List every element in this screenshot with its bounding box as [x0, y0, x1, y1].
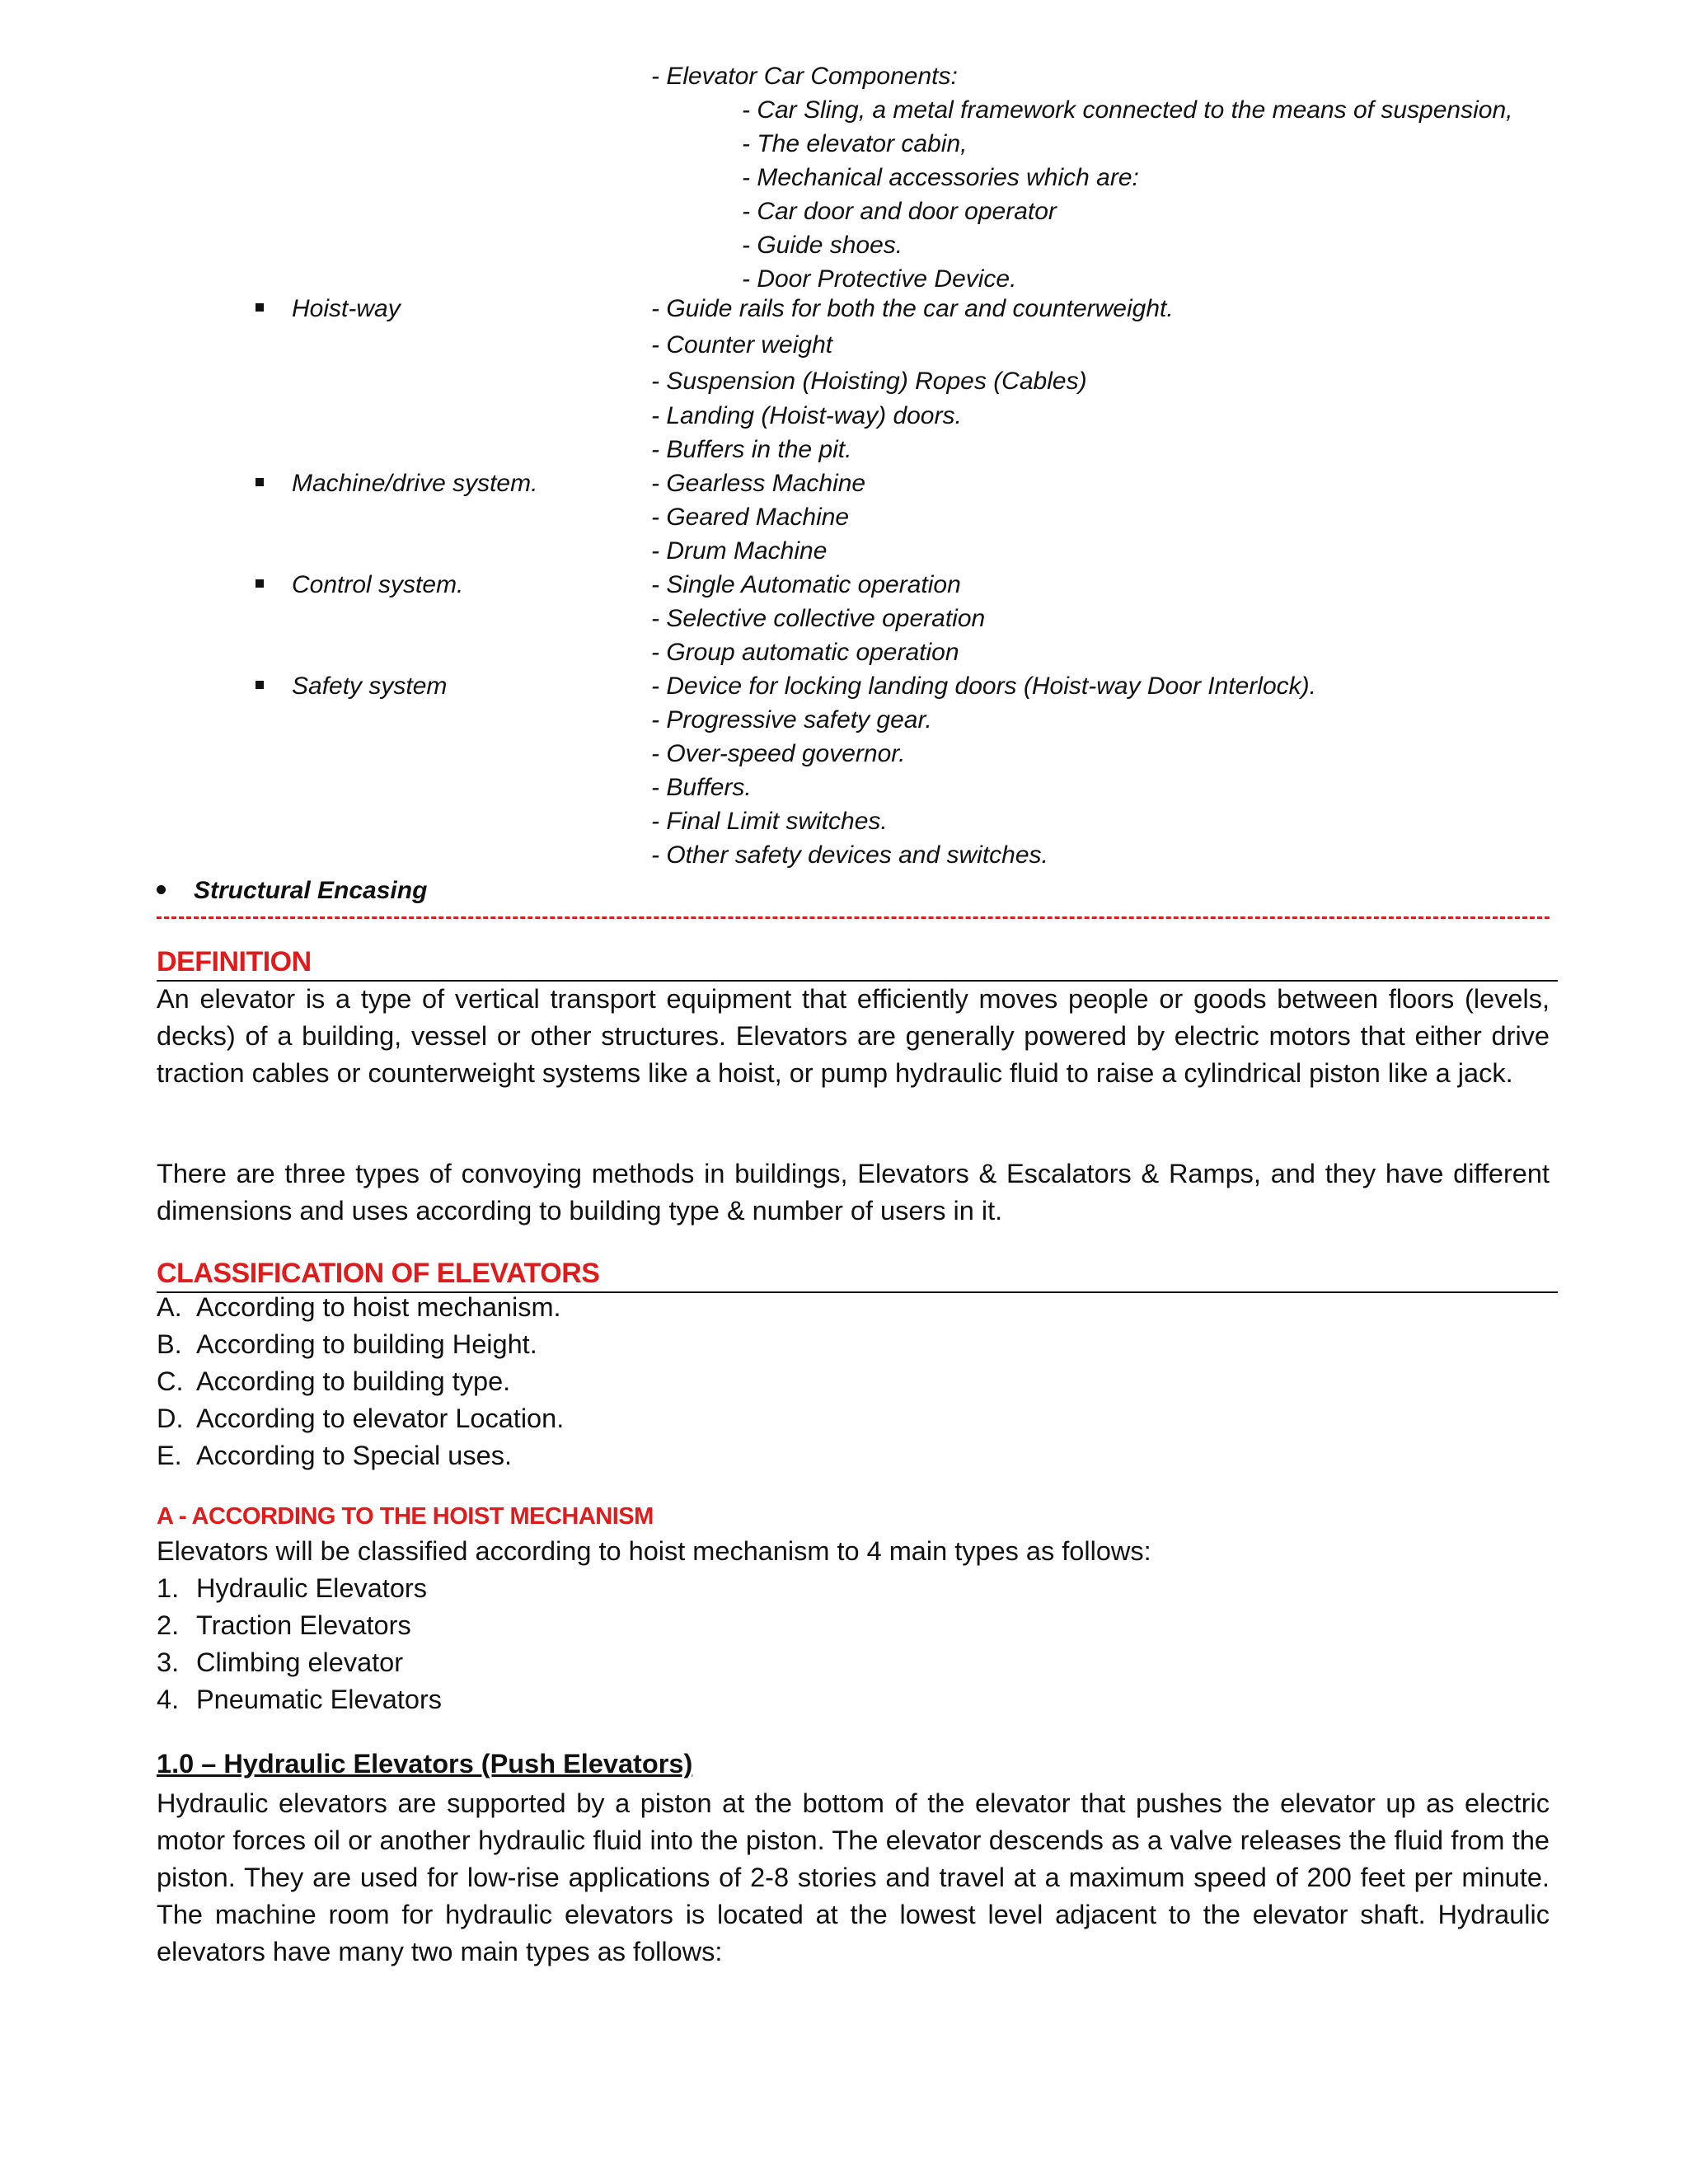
- hoist-type-item: 2. Traction Elevators: [157, 1610, 411, 1640]
- car-component-item: - Mechanical accessories which are:: [742, 164, 1139, 191]
- system-item: - Single Automatic operation: [651, 571, 961, 598]
- hoist-type-item: 4. Pneumatic Elevators: [157, 1685, 443, 1714]
- hoist-mechanism-heading: A - ACCORDING TO THE HOIST MECHANISM: [157, 1503, 654, 1530]
- definition-paragraph: An elevator is a type of vertical transport equipment that efficiently moves people or goods between floors (levels, decks) of a building, vessel or other structures. Elevators are generally powered by electric motors that either drive traction cables or counterweight systems like a hoist, or pump hydraulic fluid to raise a cylindrical piston like a jack.: [157, 984, 1550, 1088]
- square-bullet-icon: [256, 681, 264, 689]
- system-label-hoist-way: Hoist-way: [256, 295, 401, 323]
- hoist-intro: Elevators will be classified according to hoist mechanism to 4 main types as follows:: [157, 1536, 1151, 1566]
- car-component-item: - Car door and door operator: [742, 198, 1057, 225]
- system-item: - Landing (Hoist-way) doors.: [651, 402, 962, 429]
- classification-heading: CLASSIFICATION OF ELEVATORS: [157, 1258, 1558, 1293]
- system-item: - Final Limit switches.: [651, 808, 888, 835]
- square-bullet-icon: [256, 478, 264, 486]
- classification-item: D. According to elevator Location.: [157, 1404, 565, 1433]
- system-label-safety: Safety system: [256, 673, 447, 701]
- system-item: - Geared Machine: [651, 504, 850, 531]
- system-item: - Device for locking landing doors (Hoist-way Door Interlock).: [651, 673, 1316, 700]
- classification-item: E. According to Special uses.: [157, 1441, 512, 1470]
- classification-item: B. According to building Height.: [157, 1329, 537, 1359]
- system-item: - Counter weight: [651, 331, 833, 359]
- car-component-item: - Car Sling, a metal framework connected to the means of suspension,: [742, 96, 1513, 124]
- hoist-type-item: 1. Hydraulic Elevators: [157, 1573, 427, 1603]
- hoist-type-item: 3. Climbing elevator: [157, 1647, 404, 1677]
- system-item: - Over-speed governor.: [651, 740, 906, 767]
- car-component-item: - Door Protective Device.: [742, 265, 1017, 293]
- hydraulic-elevators-heading: 1.0 – Hydraulic Elevators (Push Elevators): [157, 1749, 693, 1779]
- car-component-item: - Guide shoes.: [742, 232, 903, 259]
- system-label-control: Control system.: [256, 571, 463, 599]
- car-components-heading: - Elevator Car Components:: [651, 63, 958, 90]
- system-label-machine-drive: Machine/drive system.: [256, 470, 537, 498]
- definition-heading: DEFINITION: [157, 946, 1558, 982]
- hydraulic-elevators-paragraph: Hydraulic elevators are supported by a piston at the bottom of the elevator that pushes the elevator up as electric motor forces oil or another hydraulic fluid into the piston. The elevator descends as a valve releases the fluid from the piston. They are used for low-rise applications of 2-8 stories and travel at a maximum speed of 200 feet per minute. The machine room for hydraulic elevators is located at the lowest level adjacent to the elevator shaft. Hydraulic elevators have many two main types as follows:: [157, 1788, 1550, 1966]
- system-item: - Buffers in the pit.: [651, 436, 852, 463]
- convoying-paragraph: There are three types of convoying methods in buildings, Elevators & Escalators & Ramps, and they have different dimensions and uses according to building type & number of users in it.: [157, 1159, 1550, 1226]
- system-item: - Gearless Machine: [651, 470, 866, 497]
- classification-item: C. According to building type.: [157, 1366, 511, 1396]
- system-item: - Selective collective operation: [651, 605, 986, 632]
- square-bullet-icon: [256, 579, 264, 588]
- structural-encasing-item: Structural Encasing: [157, 877, 427, 905]
- system-item: - Group automatic operation: [651, 639, 959, 666]
- classification-item: A. According to hoist mechanism.: [157, 1292, 561, 1322]
- system-item: - Other safety devices and switches.: [651, 841, 1048, 869]
- system-item: - Guide rails for both the car and counterweight.: [651, 295, 1174, 322]
- system-item: - Suspension (Hoisting) Ropes (Cables): [651, 368, 1087, 395]
- dashed-separator: [157, 916, 1550, 919]
- square-bullet-icon: [256, 303, 264, 312]
- system-item: - Buffers.: [651, 774, 752, 801]
- round-bullet-icon: [157, 885, 166, 894]
- system-item: - Progressive safety gear.: [651, 706, 932, 733]
- system-item: - Drum Machine: [651, 537, 828, 565]
- car-component-item: - The elevator cabin,: [742, 130, 968, 157]
